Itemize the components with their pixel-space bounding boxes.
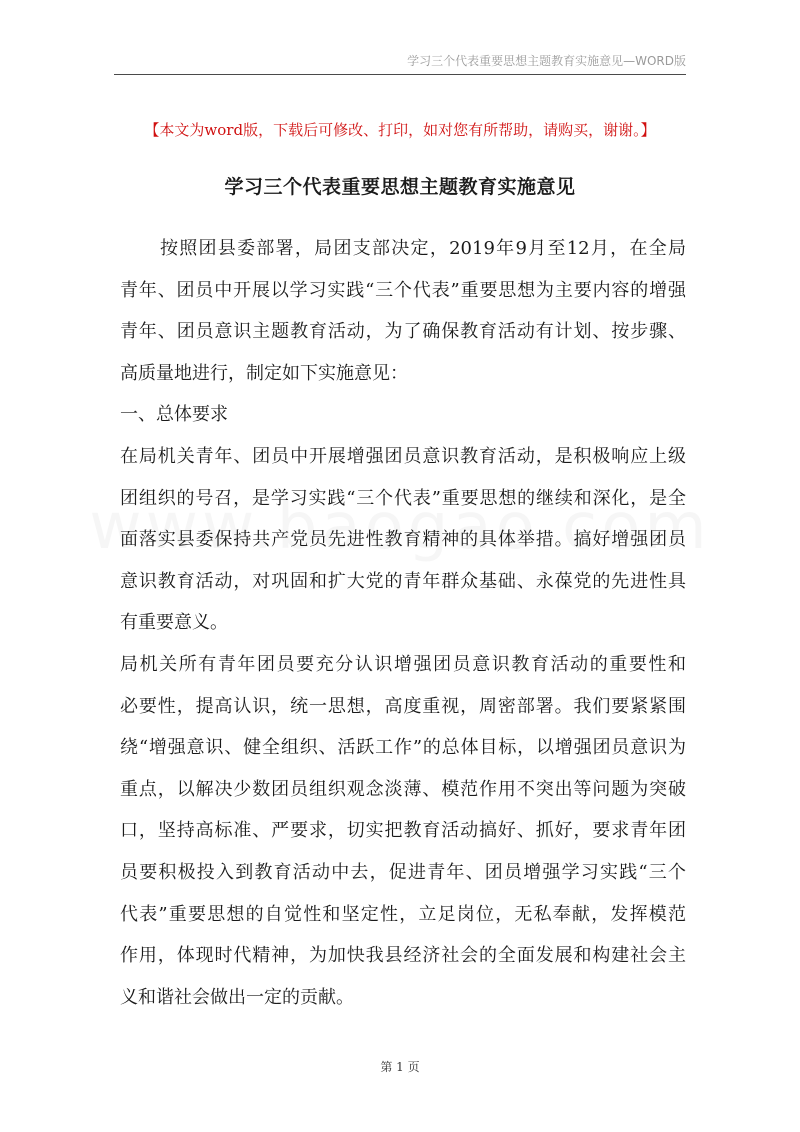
body-line: 团组织的号召，是学习实践“三个代表”重要思想的继续和深化，是全: [120, 487, 686, 509]
body-line: 口，坚持高标准、严要求，切实把教育活动搞好、抓好，要求青年团: [120, 820, 686, 842]
page-number: 第 1 页: [380, 1060, 420, 1074]
body-line: 绕“增强意识、健全组织、活跃工作”的总体目标，以增强团员意识为: [120, 737, 686, 759]
body-line: 重点，以解决少数团员组织观念淡薄、模范作用不突出等问题为突破: [120, 778, 686, 800]
body-line: 青年、团员意识主题教育活动，为了确保教育活动有计划、按步骤、: [120, 321, 686, 343]
body-line: 必要性，提高认识，统一思想，高度重视，周密部署。我们要紧紧围: [120, 695, 686, 717]
section-heading: 一、总体要求: [120, 404, 228, 426]
body-line: 作用，体现时代精神，为加快我县经济社会的全面发展和构建社会主: [120, 945, 686, 967]
body-line: 高质量地进行，制定如下实施意见：: [120, 362, 408, 384]
body-line: 按照团县委部署，局团支部决定，2019年9月至12月，在全局: [160, 238, 686, 259]
body-line: 意识教育活动，对巩固和扩大党的青年群众基础、永葆党的先进性具: [120, 570, 686, 592]
body-line: 有重要意义。: [120, 612, 228, 634]
body-line: 员要积极投入到教育活动中去，促进青年、团员增强学习实践“三个: [120, 861, 686, 883]
document-body: [120, 228, 686, 1018]
download-notice: 【本文为word版，下载后可修改、打印，如对您有所帮助，请购买，谢谢。】: [144, 121, 656, 139]
running-header: 学习三个代表重要思想主题教育实施意见—WORD版: [407, 54, 686, 68]
body-line: 义和谐社会做出一定的贡献。: [120, 986, 354, 1008]
body-line: 代表”重要思想的自觉性和坚定性，立足岗位，无私奉献，发挥模范: [120, 903, 686, 925]
body-line: 在局机关青年、团员中开展增强团员意识教育活动，是积极响应上级: [120, 445, 686, 467]
body-line: 青年、团员中开展以学习实践“三个代表”重要思想为主要内容的增强: [120, 279, 686, 301]
document-title: 学习三个代表重要思想主题教育实施意见: [224, 176, 576, 198]
body-line: 面落实县委保持共产党员先进性教育精神的具体举措。搞好增强团员: [120, 529, 686, 551]
header-divider: [114, 74, 686, 75]
body-line: 局机关所有青年团员要充分认识增强团员意识教育活动的重要性和: [120, 653, 686, 675]
